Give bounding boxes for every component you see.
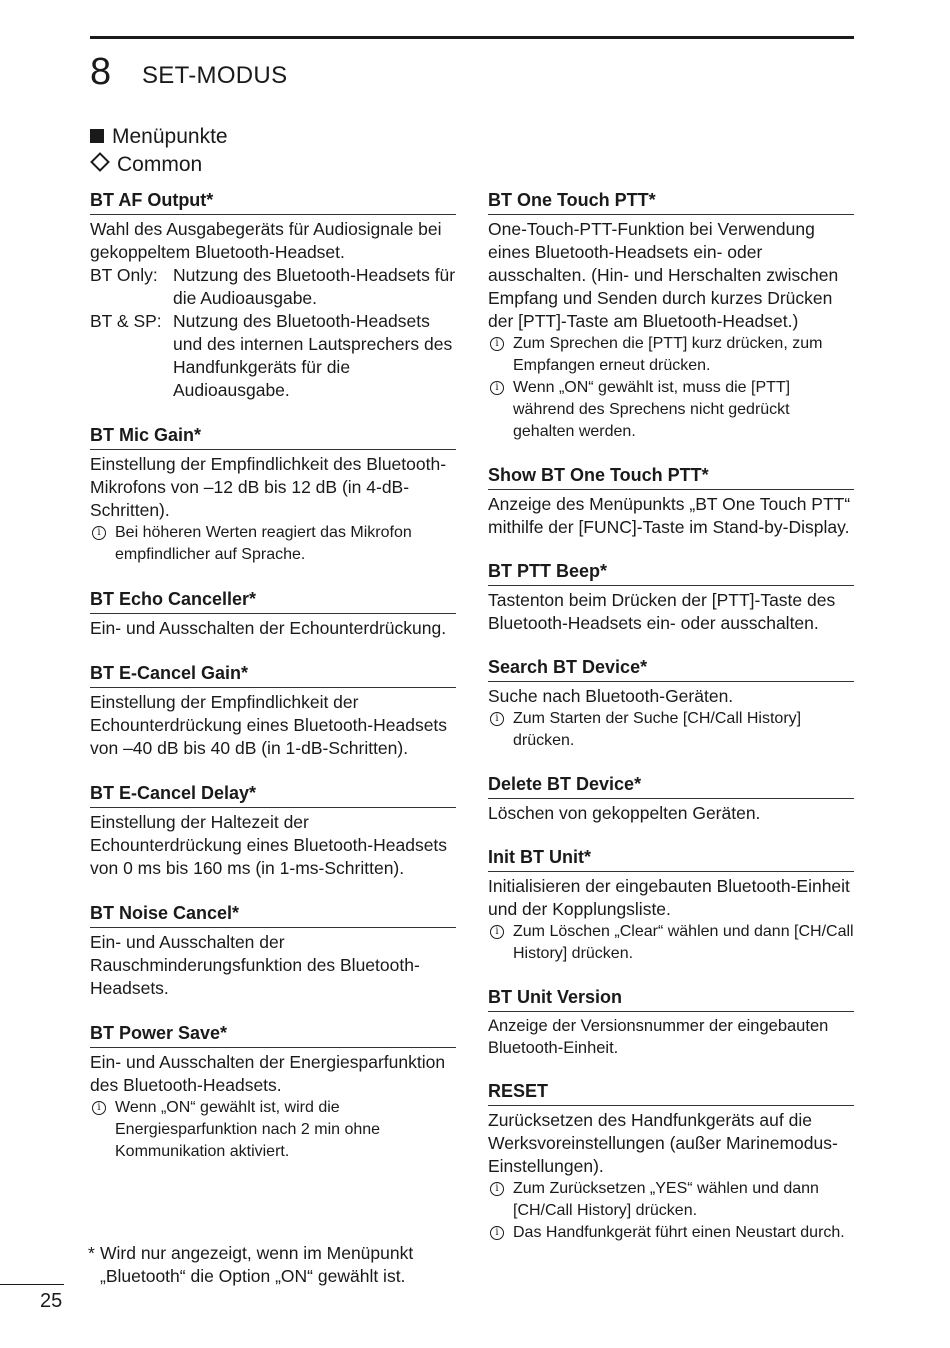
info-note: [488, 708, 854, 752]
section-title: Search BT Device*: [488, 655, 854, 682]
sub-heading: [90, 152, 202, 178]
left-column: [90, 188, 456, 1184]
section-bt-af-output: [90, 188, 456, 402]
section-title: BT Unit Version: [488, 985, 854, 1012]
chapter-number: 8: [90, 51, 112, 93]
diamond-bullet-icon: [90, 152, 110, 172]
section-body: Löschen von gekoppelten Geräten.: [488, 803, 761, 823]
section-bt-ptt-beep: [488, 559, 854, 635]
sub-heading-label: Common: [117, 153, 203, 176]
section-bt-e-cancel-delay: [90, 781, 456, 880]
info-note: [488, 1222, 854, 1244]
menu-heading-label: Menüpunkte: [112, 125, 228, 148]
section-reset: [488, 1079, 854, 1244]
section-title: BT PTT Beep*: [488, 559, 854, 586]
section-body: Anzeige des Menüpunkts „BT One Touch PTT“ mithilfe der [FUNC]-Taste im Stand-by-Display.: [488, 494, 851, 537]
section-body: Einstellung der Haltezeit der Echounterdrückung eines Bluetooth-Headsets von 0 ms bis 160 ms (in 1-ms-Schritten).: [90, 812, 448, 878]
right-column: [488, 188, 854, 1264]
section-bt-noise-cancel: [90, 901, 456, 1000]
option-row: [90, 310, 456, 402]
section-title: Show BT One Touch PTT*: [488, 463, 854, 490]
section-title: BT Echo Canceller*: [90, 587, 456, 614]
section-body: Ein- und Ausschalten der Rauschminderungsfunktion des Bluetooth-Headsets.: [90, 932, 420, 998]
info-note: [90, 522, 456, 566]
section-body: Suche nach Bluetooth-Geräten.: [488, 686, 734, 706]
info-icon: i: [92, 526, 106, 540]
section-body: Tastenton beim Drücken der [PTT]-Taste des Bluetooth-Headsets ein- oder ausschalten.: [488, 590, 836, 633]
option-key: BT Only:: [90, 265, 158, 285]
info-icon: i: [490, 712, 504, 726]
square-bullet-icon: [90, 129, 104, 143]
section-body: Einstellung der Empfindlichkeit der Echounterdrückung eines Bluetooth-Headsets von –40 dB bis 40 dB (in 1-dB-Schritten).: [90, 692, 448, 758]
section-body: Zurücksetzen des Handfunkgeräts auf die Werksvoreinstellungen (außer Marinemodus-Einstellungen).: [488, 1110, 838, 1176]
section-body: Initialisieren der eingebauten Bluetooth-Einheit und der Kopplungsliste.: [488, 876, 850, 919]
note-text: Das Handfunkgerät führt einen Neustart durch.: [513, 1224, 845, 1241]
footnote-marker: *: [88, 1243, 95, 1263]
section-bt-e-cancel-gain: [90, 661, 456, 760]
note-text: Wenn „ON“ gewählt ist, muss die [PTT] während des Sprechens nicht gedrückt gehalten werden.: [513, 379, 791, 440]
option-value: Nutzung des Bluetooth-Headsets für die Audioausgabe.: [173, 265, 456, 308]
section-bt-one-touch-ptt: [488, 188, 854, 443]
section-show-bt-one-touch-ptt: [488, 463, 854, 539]
section-title: BT Power Save*: [90, 1021, 456, 1048]
section-body: One-Touch-PTT-Funktion bei Verwendung eines Bluetooth-Headsets ein- oder ausschalten. (Hin- und Herschalten zwischen Empfang und Senden durch kurzes Drücken der [PTT]-Taste am Bluetooth-Headset.): [488, 219, 839, 331]
footnote: [88, 1242, 460, 1288]
note-text: Zum Zurücksetzen „YES“ wählen und dann [CH/Call History] drücken.: [513, 1180, 819, 1219]
note-text: Zum Sprechen die [PTT] kurz drücken, zum Empfangen erneut drücken.: [513, 335, 823, 374]
section-title: BT Noise Cancel*: [90, 901, 456, 928]
option-key: BT & SP:: [90, 311, 162, 331]
section-delete-bt-device: [488, 772, 854, 825]
section-title: BT Mic Gain*: [90, 423, 456, 450]
section-bt-echo-canceller: [90, 587, 456, 640]
info-note: [488, 921, 854, 965]
info-icon: i: [92, 1101, 106, 1115]
section-title: Init BT Unit*: [488, 845, 854, 872]
info-icon: i: [490, 925, 504, 939]
option-value: Nutzung des Bluetooth-Headsets und des internen Lautsprechers des Handfunkgeräts für die Audioausgabe.: [173, 311, 453, 400]
option-row: [90, 264, 456, 310]
section-title: Delete BT Device*: [488, 772, 854, 799]
section-title: RESET: [488, 1079, 854, 1106]
header-rule: [90, 36, 854, 39]
info-note: [488, 1178, 854, 1222]
info-icon: i: [490, 337, 504, 351]
footnote-text: Wird nur angezeigt, wenn im Menüpunkt „Bluetooth“ die Option „ON“ gewählt ist.: [100, 1243, 414, 1286]
section-body: Ein- und Ausschalten der Energiesparfunktion des Bluetooth-Headsets.: [90, 1052, 446, 1095]
info-icon: i: [490, 1226, 504, 1240]
info-icon: i: [490, 1182, 504, 1196]
page-number: 25: [40, 1290, 63, 1312]
section-bt-unit-version: [488, 985, 854, 1059]
section-body: Anzeige der Versionsnummer der eingebauten Bluetooth-Einheit.: [488, 1017, 829, 1057]
chapter-title: SET-MODUS: [142, 62, 288, 89]
section-bt-power-save: [90, 1021, 456, 1163]
section-body: Wahl des Ausgabegeräts für Audiosignale bei gekoppeltem Bluetooth-Headset.: [90, 219, 442, 262]
note-text: Bei höheren Werten reagiert das Mikrofon empfindlicher auf Sprache.: [115, 524, 412, 563]
section-title: BT AF Output*: [90, 188, 456, 215]
section-search-bt-device: [488, 655, 854, 752]
section-body: Einstellung der Empfindlichkeit des Bluetooth-Mikrofons von –12 dB bis 12 dB (in 4-dB-Schritten).: [90, 454, 447, 520]
section-body: Ein- und Ausschalten der Echounterdrückung.: [90, 618, 447, 638]
note-text: Wenn „ON“ gewählt ist, wird die Energiesparfunktion nach 2 min ohne Kommunikation aktiviert.: [115, 1099, 381, 1160]
section-title: BT E-Cancel Delay*: [90, 781, 456, 808]
menu-heading: [90, 124, 228, 150]
section-bt-mic-gain: [90, 423, 456, 566]
section-init-bt-unit: [488, 845, 854, 965]
info-note: [488, 333, 854, 377]
section-title: BT One Touch PTT*: [488, 188, 854, 215]
info-note: [90, 1097, 456, 1163]
note-text: Zum Starten der Suche [CH/Call History] drücken.: [513, 710, 802, 749]
note-text: Zum Löschen „Clear“ wählen und dann [CH/Call History] drücken.: [513, 923, 854, 962]
info-note: [488, 377, 854, 443]
footnote-row: [88, 1242, 460, 1288]
page-number-rule: [0, 1284, 64, 1285]
section-title: BT E-Cancel Gain*: [90, 661, 456, 688]
info-icon: i: [490, 381, 504, 395]
